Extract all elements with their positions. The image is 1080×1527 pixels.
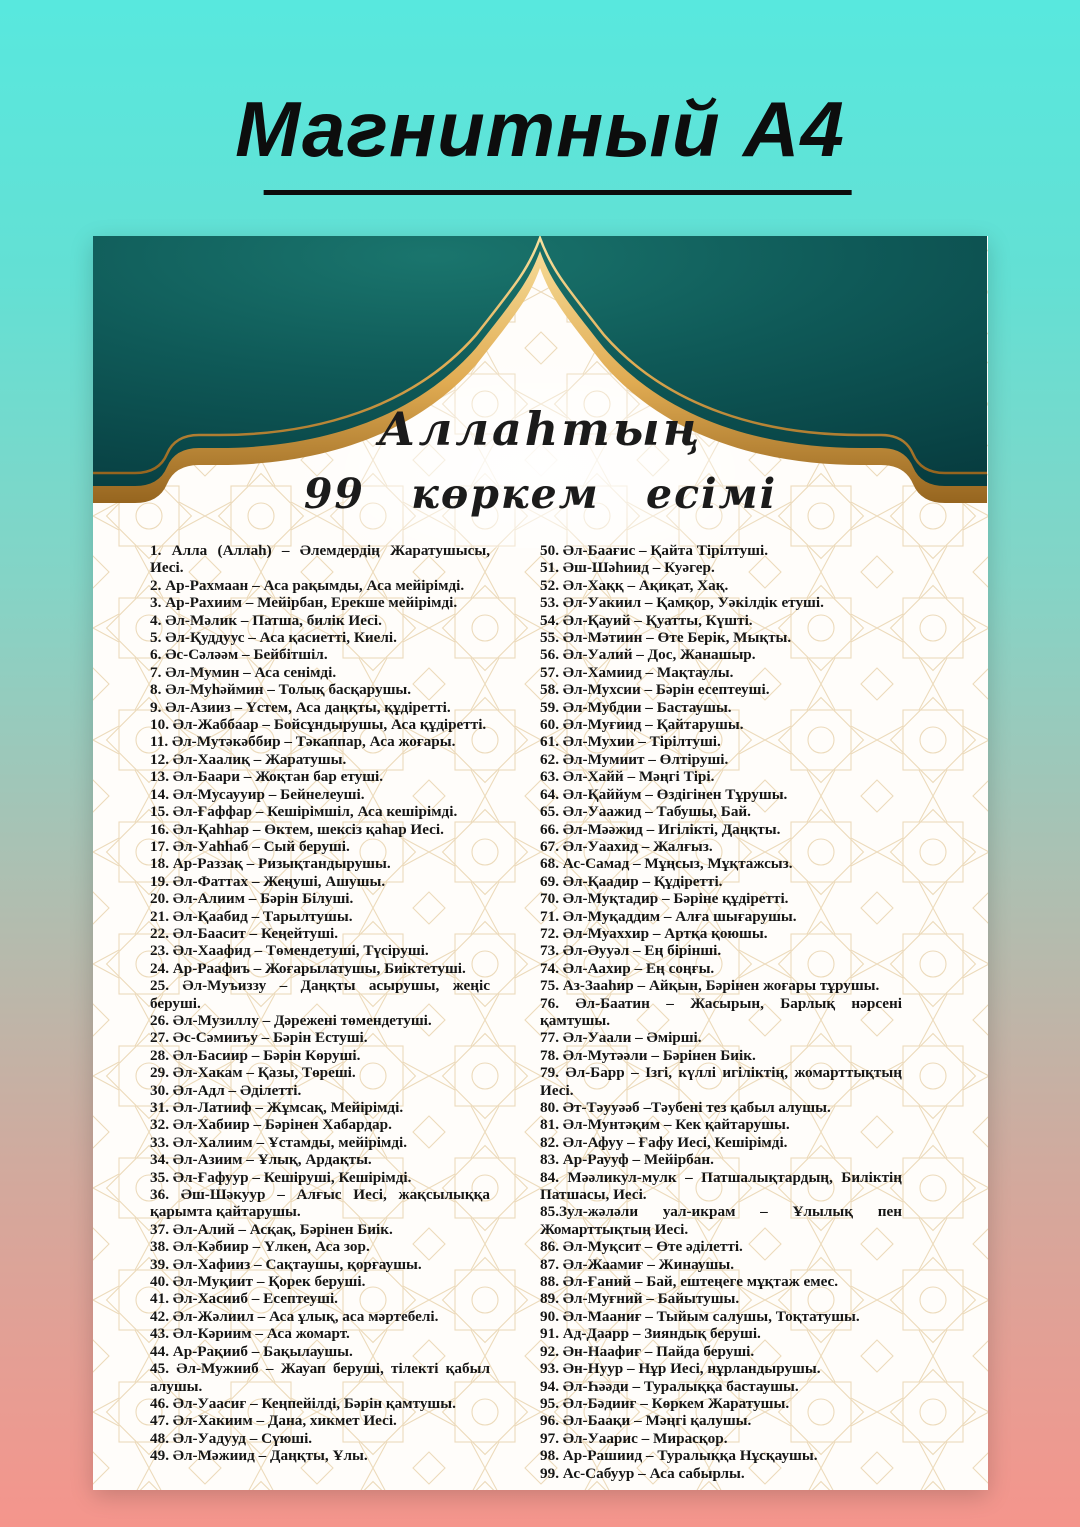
list-item: 33. Әл-Халиим – Ұстамды, мейірімді.: [150, 1133, 408, 1151]
list-item: 58. Әл-Мухсии – Бәрін есептеуші.: [540, 681, 770, 699]
list-item: 14. Әл-Мусаууир – Бейнелеуші.: [150, 785, 365, 803]
list-item: 53. Әл-Уакиил – Қамқор, Уәкілдік етуші.: [540, 594, 824, 612]
title-underline: [264, 190, 852, 195]
list-item: 16. Әл-Қаһһар – Өктем, шексіз қаһар Иесі.: [150, 820, 444, 838]
list-item: 76. Әл-Баатин – Жасырын, Барлық нәрсені қамтушы.: [540, 994, 902, 1029]
list-item: 61. Әл-Мухии – Тірілтуші.: [540, 733, 721, 751]
list-item: 37. Әл-Алий – Асқақ, Бәрінен Биік.: [150, 1220, 393, 1238]
list-item: 81. Әл-Мунтәқим – Кек қайтарушы.: [540, 1116, 790, 1134]
list-item: 35. Әл-Ғафуур – Кешіруші, Кешірімді.: [150, 1168, 412, 1186]
list-item: 1. Алла (Аллаһ) – Әлемдердің Жаратушысы, Иесі.: [150, 542, 490, 577]
list-item: 72. Әл-Муаххир – Артқа қоюшы.: [540, 924, 768, 942]
page-title: Магнитный А4: [235, 85, 845, 173]
list-item: 44. Ар-Рақииб – Бақылаушы.: [150, 1342, 353, 1360]
list-item: 47. Әл-Хакиим – Дана, хикмет Иесі.: [150, 1412, 397, 1430]
names-list: [150, 542, 953, 1482]
list-item: 51. Әш-Шәһиид – Куәгер.: [540, 559, 715, 577]
list-item: 91. Ад-Даарр – Зияндық беруші.: [540, 1325, 761, 1343]
list-item: 5. Әл-Қуддуус – Аса қасиетті, Киелі.: [150, 629, 397, 647]
list-item: 30. Әл-Адл – Әділетті.: [150, 1081, 302, 1099]
list-item: 85.Зул-жәләли уал-икрам – Ұлылық пен Жомарттықтың Иесі.: [540, 1203, 902, 1238]
list-item: 52. Әл-Хаққ – Ақиқат, Хақ.: [540, 576, 729, 594]
list-item: 20. Әл-Алиим – Бәрін Білуші.: [150, 890, 354, 908]
list-item: 27. Әс-Сәмииъу – Бәрін Естуші.: [150, 1029, 368, 1047]
arch-title-line1: Аллаһтың: [378, 402, 703, 456]
list-item: 82. Әл-Афуу – Ғафу Иесі, Кешірімді.: [540, 1133, 788, 1151]
list-item: 50. Әл-Баағис – Қайта Тірілтуші.: [540, 542, 769, 559]
list-item: 60. Әл-Муғиид – Қайтарушы.: [540, 716, 744, 734]
list-item: 77. Әл-Уаали – Әмірші.: [540, 1029, 702, 1047]
list-item: 92. Ән-Наафиғ – Пайда беруші.: [540, 1342, 755, 1360]
list-item: 11. Әл-Мутәкәббир – Тәкаппар, Аса жоғары.: [150, 733, 456, 751]
list-item: 24. Ар-Раафиъ – Жоғарылатушы, Биіктетуші.: [150, 959, 466, 977]
arch-title-line2: 99 көркем есімі: [303, 470, 778, 518]
list-item: 31. Әл-Латииф – Жұмсақ, Мейірімді.: [150, 1099, 404, 1116]
list-item: 56. Әл-Уалий – Дос, Жанашыр.: [540, 646, 756, 664]
list-item: 42. Әл-Жәлиил – Аса ұлық, аса мәртебелі.: [150, 1307, 439, 1325]
list-item: 18. Ар-Раззақ – Ризықтандырушы.: [150, 855, 391, 873]
list-item: 26. Әл-Музиллу – Дәрежені төмендетуші.: [150, 1011, 432, 1029]
list-item: 62. Әл-Мумиит – Өлтіруші.: [540, 750, 729, 768]
list-item: 41. Әл-Хасииб – Есептеуші.: [150, 1290, 338, 1308]
list-item: 83. Ар-Раууф – Мейірбан.: [540, 1151, 714, 1169]
list-item: 65. Әл-Уаажид – Табушы, Бай.: [540, 803, 751, 821]
list-item: 15. Әл-Ғаффар – Кешірімшіл, Аса кешірімді.: [150, 803, 458, 821]
list-item: 9. Әл-Азииз – Үстем, Аса даңқты, құдіретті.: [150, 698, 451, 716]
list-item: 43. Әл-Кәриим – Аса жомарт.: [150, 1325, 350, 1343]
list-item: 64. Әл-Қаййум – Өздігінен Тұрушы.: [540, 785, 788, 803]
list-item: 66. Әл-Мәәжид – Игілікті, Даңқты.: [540, 820, 781, 838]
list-item: 32. Әл-Хабиир – Бәрінен Хабардар.: [150, 1116, 392, 1134]
list-item: 95. Әл-Бәдииғ – Көркем Жаратушы.: [540, 1394, 790, 1412]
list-item: 86. Әл-Муқсит – Өте әділетті.: [540, 1238, 743, 1256]
list-item: 36. Әш-Шәкуур – Алғыс Иесі, жақсылыққа қарымта қайтарушы.: [150, 1186, 490, 1221]
list-item: 74. Әл-Аахир – Ең соңғы.: [540, 959, 715, 977]
list-item: 4. Әл-Мәлик – Патша, билік Иесі.: [150, 611, 382, 629]
list-item: 45. Әл-Мужииб – Жауап беруші, тілекті қабыл алушы.: [150, 1360, 490, 1395]
list-item: 7. Әл-Мумин – Аса сенімді.: [150, 663, 337, 681]
list-item: 21. Әл-Қаабид – Тарылтушы.: [150, 907, 353, 925]
list-item: 17. Әл-Уаһһаб – Сый беруші.: [150, 837, 350, 855]
list-item: 28. Әл-Басиир – Бәрін Көруші.: [150, 1046, 361, 1064]
list-item: 10. Әл-Жаббаар – Бойсұндырушы, Аса құдіретті.: [150, 716, 487, 734]
list-item: 97. Әл-Уаарис – Мирасқор.: [540, 1429, 728, 1447]
list-item: 80. Әт-Тәууәәб –Тәубені тез қабыл алушы.: [540, 1099, 831, 1116]
list-item: 84. Мәәликул-мулк – Патшалықтардың, Биліктің Патшасы, Иесі.: [540, 1168, 902, 1204]
list-item: 98. Ар-Рашиид – Туралыққа Нұсқаушы.: [540, 1447, 818, 1465]
list-item: 89. Әл-Муғний – Байытушы.: [540, 1290, 740, 1308]
list-item: 55. Әл-Мәтиин – Өте Берік, Мықты.: [540, 629, 792, 647]
list-item: 34. Әл-Азиим – Ұлық, Ардақты.: [150, 1151, 372, 1169]
list-item: 93. Ән-Нуур – Нұр Иесі, нұрландырушы.: [540, 1360, 821, 1378]
list-item: 29. Әл-Хакам – Қазы, Төреші.: [150, 1064, 356, 1082]
list-item: 88. Әл-Ғаний – Бай, ештеңеге мұқтаж емес.: [540, 1273, 839, 1291]
list-item: 68. Ас-Самад – Мұңсыз, Мұқтажсыз.: [540, 855, 793, 873]
list-item: 90. Әл-Мааниғ – Тыйым салушы, Тоқтатушы.: [540, 1307, 860, 1325]
list-item: 94. Әл-Һәәди – Туралыққа бастаушы.: [540, 1377, 799, 1395]
list-item: 57. Әл-Хамиид – Мақтаулы.: [540, 663, 734, 681]
list-item: 22. Әл-Баасит – Кеңейтуші.: [150, 924, 339, 942]
list-item: 79. Әл-Барр – Ізгі, күллі игіліктің, жомарттықтың Иесі.: [540, 1064, 902, 1099]
list-item: 19. Әл-Фаттах – Жеңуші, Ашушы.: [150, 872, 386, 890]
list-item: 12. Әл-Хаалиқ – Жаратушы.: [150, 750, 347, 768]
list-item: 38. Әл-Кәбиир – Үлкен, Аса зор.: [150, 1238, 370, 1256]
list-item: 75. Аз-Зааһир – Айқын, Бәрінен жоғары тұрушы.: [540, 977, 880, 995]
list-item: 73. Әл-Әууәл – Ең бірінші.: [540, 942, 722, 960]
list-item: 67. Әл-Уаахид – Жалғыз.: [540, 837, 713, 855]
list-item: 49. Әл-Мәжиид – Даңқты, Ұлы.: [150, 1447, 368, 1465]
list-item: 46. Әл-Уаасиғ – Кеңпейілді, Бәрін қамтушы.: [150, 1394, 456, 1412]
list-item: 3. Ар-Рахиим – Мейірбан, Ерекше мейірімді.: [150, 594, 458, 612]
list-item: 25. Әл-Муъиззу – Даңқты асырушы, жеңіс беруші.: [150, 977, 490, 1012]
list-item: 13. Әл-Баари – Жоқтан бар етуші.: [150, 768, 384, 786]
list-item: 2. Ар-Рахмаан – Аса рақымды, Аса мейірімді.: [150, 576, 465, 594]
names-column-right: [540, 542, 902, 1482]
list-item: 99. Ас-Сабуур – Аса сабырлы.: [540, 1464, 745, 1482]
list-item: 96. Әл-Баақи – Мәңгі қалушы.: [540, 1412, 752, 1430]
poster-card: [93, 236, 988, 1490]
list-item: 71. Әл-Муқаддим – Алға шығарушы.: [540, 907, 797, 925]
list-item: 8. Әл-Муһәймин – Толық басқарушы.: [150, 681, 412, 699]
list-item: 39. Әл-Хафииз – Сақтаушы, қорғаушы.: [150, 1255, 422, 1273]
list-item: 6. Әс-Сәләәм – Бейбітшіл.: [150, 646, 328, 664]
list-item: 59. Әл-Мубдии – Бастаушы.: [540, 698, 732, 716]
list-item: 23. Әл-Хаафид – Төмендетуші, Түсіруші.: [150, 942, 429, 960]
list-item: 40. Әл-Муқиит – Қорек беруші.: [150, 1273, 366, 1291]
list-item: 54. Әл-Қауий – Қуатты, Күшті.: [540, 611, 753, 629]
list-item: 87. Әл-Жаамиғ – Жинаушы.: [540, 1255, 734, 1273]
list-item: 63. Әл-Хайй – Мәңгі Тірі.: [540, 768, 715, 786]
list-item: 69. Әл-Қаадир – Құдіретті.: [540, 872, 723, 890]
list-item: 48. Әл-Уадууд – Сүюші.: [150, 1429, 313, 1447]
names-column-left: [150, 542, 490, 1482]
list-item: 70. Әл-Муқтадир – Бәріне құдіретті.: [540, 890, 789, 908]
list-item: 78. Әл-Мутәәли – Бәрінен Биік.: [540, 1046, 756, 1064]
